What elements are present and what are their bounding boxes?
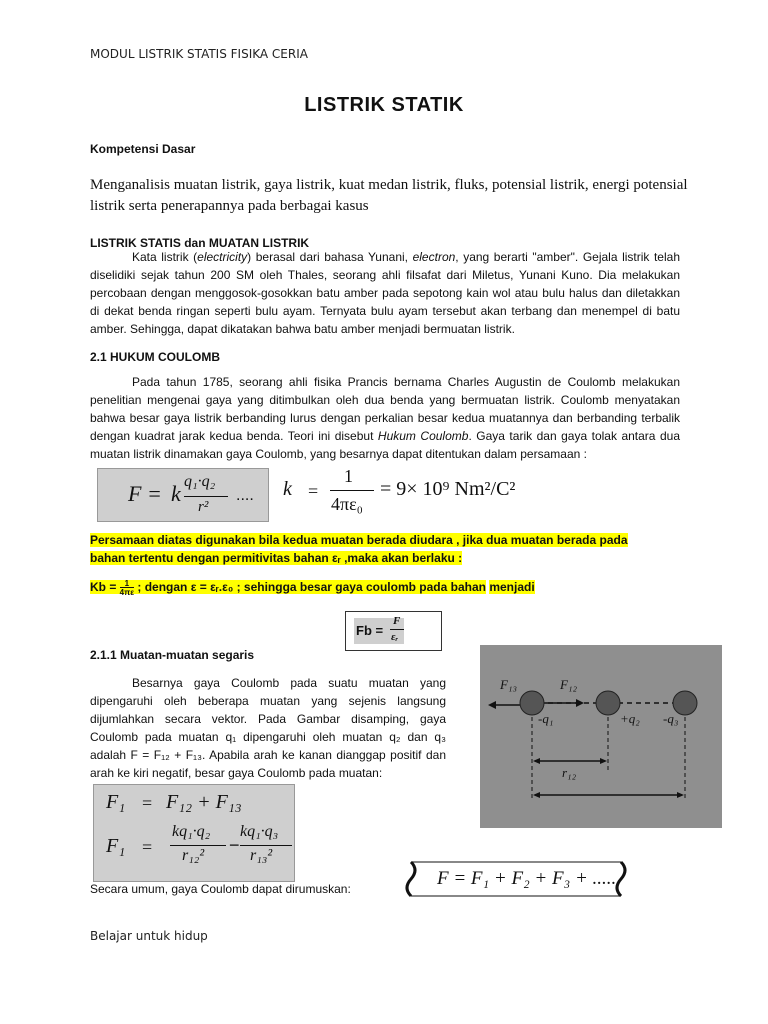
general-formula: F = F₁ + F₂ + F₃ + ..... (437, 868, 617, 889)
kompetensi-label: Kompetensi Dasar (90, 142, 196, 156)
general-formula-intro: Secara umum, gaya Coulomb dapat dirumuskan: (90, 882, 351, 896)
fraction-bar (170, 845, 226, 846)
paragraph-listrik-statis: Kata listrik (electricity) berasal dari bahasa Yunani, electron, yang berarti "amber". Gejala listrik telah diselidiki sejak tahun 200 SM oleh Thales, seorang ahli filsafat dari Miletus, Yunani Kuno. Dia melakukan percobaan dengan menggosok-gosokkan batu amber pada sepotong kain wol atau bulu halus dan diletakkan di dekat benda ringan seperti bulu ayam. Ternyata bulu ayam tersebut akan terbang dan menempel di batu amber. Sehingga, dapat dikatakan bahwa batu amber menjadi bermuatan listrik. (90, 250, 680, 336)
label-q1: -q₁ (538, 711, 554, 726)
term2-numerator: kq₁·q₃ (240, 823, 279, 840)
page-title: LISTRIK STATIK (304, 94, 464, 116)
coulomb-formula-lhs: F = (128, 481, 162, 506)
fraction-bar (184, 496, 228, 497)
k-numerator: 1 (344, 466, 353, 486)
label-q2: +q₂ (620, 711, 640, 726)
coulomb-formula-k: k (171, 481, 181, 506)
sum-line2-lhs: F₁ (106, 835, 126, 857)
kompetensi-text: Menganalisis muatan listrik, gaya listrik, kuat medan listrik, fluks, potensial listrik, energi potensial listrik serta penerapannya pada berbagai kasus (90, 177, 688, 214)
kb-line: $Kb = \frac{1}{4\pi\varepsilon}$ ; dengan ε = εᵣ.ε₀ ; sehingga besar gaya coulomb pada bahan menjadi (90, 579, 535, 597)
section-heading-hukum-coulomb: 2.1 HUKUM COULOMB (90, 350, 221, 364)
fb-numerator: F (393, 615, 401, 627)
k-equals: = (308, 481, 319, 501)
page-footer: Belajar untuk hidup (90, 929, 208, 943)
highlight-note: Persamaan diatas digunakan bila kedua muatan berada diudara , jika dua muatan berada pada bahan tertentu dengan permitivitas bahan εᵣ ,maka akan berlaku : (90, 533, 628, 565)
section-heading-muatan-segaris: 2.1.1 Muatan-muatan segaris (90, 648, 255, 662)
charges-diagram (480, 645, 722, 828)
term1-numerator: kq₁·q₂ (172, 823, 211, 840)
term1-denominator: r₁₂² (182, 847, 205, 864)
k-constant-symbol: k (283, 478, 292, 500)
section-heading-listrik-statis: LISTRIK STATIS dan MUATAN LISTRIK (90, 236, 310, 250)
fraction-bar (330, 490, 374, 491)
force-sum-formula-box (93, 784, 295, 882)
fb-denominator: εᵣ (391, 631, 398, 643)
page-header: MODUL LISTRIK STATIS FISIKA CERIA (90, 47, 308, 61)
coulomb-formula-numerator: q₁·q₂ (184, 473, 216, 490)
sum-line1-lhs: F₁ (106, 791, 126, 813)
sum-line1-rhs: F₁₂ + F₁₃ (166, 791, 242, 813)
general-formula-frame (405, 860, 627, 898)
label-f12: F₁₂ (560, 677, 577, 692)
sum-line1-eq: = (142, 793, 153, 813)
term2-denominator: r₁₃² (250, 847, 273, 864)
k-value: = 9× 10⁹ Nm²/C² (380, 478, 516, 500)
fb-formula-box (345, 611, 442, 651)
label-f13: F₁₃ (500, 677, 517, 692)
coulomb-formula-dots: .... (236, 487, 254, 504)
fraction-bar (390, 629, 404, 630)
paragraph-hukum-coulomb: Pada tahun 1785, seorang ahli fisika Prancis bernama Charles Augustin de Coulomb melakukan penelitian mengenai gaya yang ditimbulkan oleh dua benda yang bermuatan listrik. Coulomb menyatakan bahwa besar gaya listrik berbanding lurus dengan perkalian besar kedua muatannya dan berbanding terbalik dengan kuadrat jarak kedua benda. Teori ini disebut Hukum Coulomb. Gaya tarik dan gaya tolak antara dua muatan listrik dinamakan gaya Coulomb, yang besarnya dapat ditentukan dalam persamaan : (90, 375, 680, 461)
sum-line2-eq: = (142, 837, 153, 857)
charges-figure (480, 645, 722, 828)
coulomb-formula-box (97, 468, 269, 522)
fb-lhs: Fb = (356, 623, 384, 638)
k-denominator: 4πε₀ (331, 494, 363, 514)
minus-sign: − (229, 835, 240, 855)
fraction-bar (240, 845, 292, 846)
label-q3: -q₃ (663, 711, 679, 726)
paragraph-muatan-segaris: Besarnya gaya Coulomb pada suatu muatan yang dipengaruhi oleh beberapa muatan yang sejenis langsung dijumlahkan secara vektor. Pada Gambar disamping, gaya Coulomb pada muatan q₁ dipengaruhi oleh muatan q₂ dan q₃ adalah F = F₁₂ + F₁₃. Apabila arah ke kanan dianggap positif dan arah ke kiri negatif, besar gaya Coulomb pada muatan: (90, 676, 446, 780)
label-r12: r₁₂ (562, 765, 577, 780)
coulomb-formula-denominator: r² (198, 499, 209, 515)
